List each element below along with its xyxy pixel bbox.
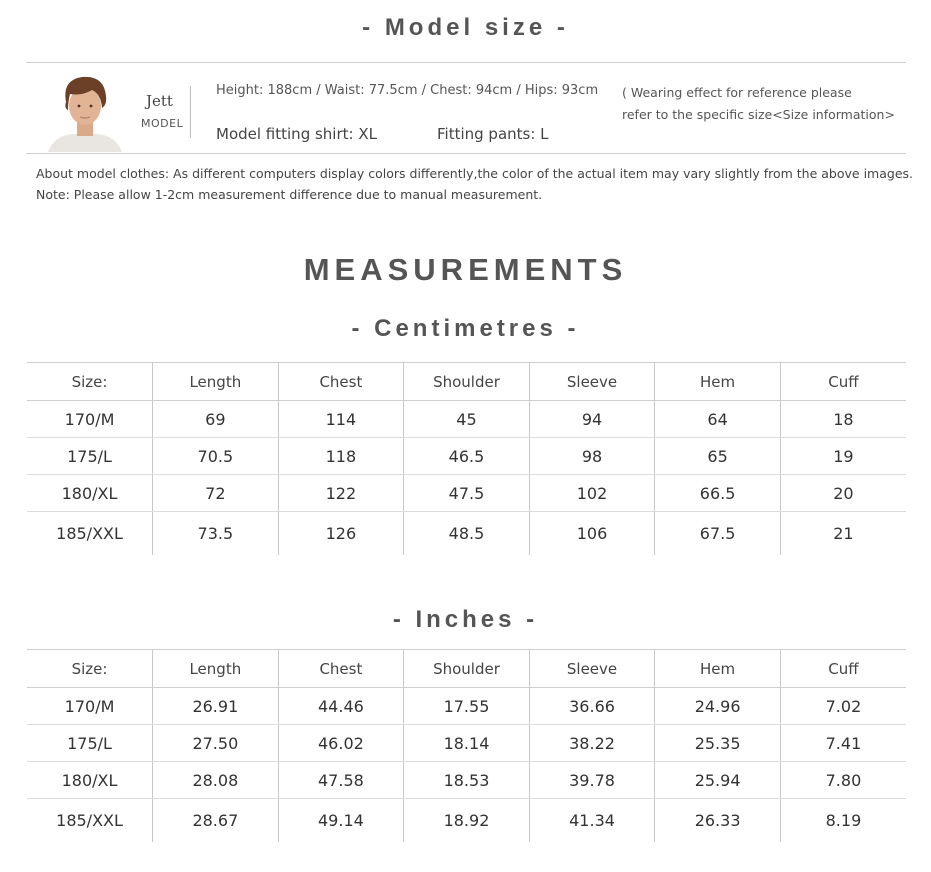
col-header: Shoulder (404, 650, 530, 688)
col-header: Length (153, 363, 279, 401)
table-row (27, 762, 906, 799)
table-cell: 28.67 (153, 799, 279, 843)
table-cell: 72 (153, 475, 279, 512)
table-cell: 175/L (27, 438, 153, 475)
table-cell: 98 (529, 438, 655, 475)
table-header-row (27, 650, 906, 688)
table-cell: 47.58 (278, 762, 404, 799)
model-tag: MODEL (141, 117, 184, 130)
table-cell: 38.22 (529, 725, 655, 762)
table-cell: 67.5 (655, 512, 781, 556)
table-cell: 8.19 (780, 799, 906, 843)
table-row (27, 688, 906, 725)
table-cell: 122 (278, 475, 404, 512)
table-row (27, 512, 906, 556)
table-cell: 18.92 (404, 799, 530, 843)
table-row (27, 725, 906, 762)
col-header: Hem (655, 650, 781, 688)
table-cell: 45 (404, 401, 530, 438)
table-cell: 118 (278, 438, 404, 475)
col-header: Shoulder (404, 363, 530, 401)
table-cell: 180/XL (27, 475, 153, 512)
table-cell: 185/XXL (56, 524, 123, 543)
col-header: Cuff (780, 650, 906, 688)
model-name: Jett (146, 92, 173, 110)
table-cell: 69 (153, 401, 279, 438)
table-cell: 39.78 (529, 762, 655, 799)
table-cell: 27.50 (153, 725, 279, 762)
table-cell: 65 (655, 438, 781, 475)
divider-top (26, 62, 906, 63)
table-cell: 106 (529, 512, 655, 556)
inches-table (27, 649, 906, 842)
table-cell: 94 (529, 401, 655, 438)
size-note-line2: refer to the specific size<Size information> (622, 107, 895, 122)
divider-middle (26, 153, 906, 154)
col-header: Sleeve (529, 363, 655, 401)
table-cell: 25.94 (655, 762, 781, 799)
model-avatar (46, 72, 124, 152)
table-cell: 19 (780, 438, 906, 475)
centimetres-table (27, 362, 906, 555)
table-cell: 18 (780, 401, 906, 438)
model-fitting-pants: Fitting pants: L (437, 125, 549, 143)
table-cell: 17.55 (404, 688, 530, 725)
model-size-heading: - Model size - (362, 14, 569, 41)
table-cell: 175/L (27, 725, 153, 762)
col-header: Size: (27, 650, 153, 688)
about-note: About model clothes: As different computers display colors differently,the color of the actual item may vary slightly from the above images. (36, 166, 913, 181)
table-row (27, 475, 906, 512)
table-cell: 25.35 (655, 725, 781, 762)
table-cell: 64 (655, 401, 781, 438)
table-cell: 7.02 (780, 688, 906, 725)
table-cell: 102 (529, 475, 655, 512)
col-header: Hem (655, 363, 781, 401)
table-cell: 41.34 (529, 799, 655, 843)
table-cell: 170/M (27, 688, 153, 725)
centimetres-heading: - Centimetres - (351, 315, 580, 342)
table-row (27, 401, 906, 438)
table-cell: 28.08 (153, 762, 279, 799)
model-stats: Height: 188cm / Waist: 77.5cm / Chest: 94cm / Hips: 93cm (216, 83, 599, 98)
table-cell: 21 (780, 512, 906, 556)
model-divider (190, 86, 191, 138)
table-header-row (27, 363, 906, 401)
table-cell: 44.46 (278, 688, 404, 725)
table-cell: 70.5 (153, 438, 279, 475)
table-cell: 126 (278, 512, 404, 556)
table-cell: 48.5 (404, 512, 530, 556)
col-header: Sleeve (529, 650, 655, 688)
table-cell: 46.5 (404, 438, 530, 475)
table-row (27, 438, 906, 475)
col-header: Cuff (780, 363, 906, 401)
table-cell: 36.66 (529, 688, 655, 725)
col-header: Size: (27, 363, 153, 401)
table-cell: 185/XXL (56, 811, 123, 830)
inches-heading: - Inches - (392, 606, 539, 633)
table-cell: 26.91 (153, 688, 279, 725)
table-cell: 170/M (27, 401, 153, 438)
table-cell: 49.14 (278, 799, 404, 843)
size-note-line1: ( Wearing effect for reference please (622, 85, 852, 100)
model-fitting-shirt: Model fitting shirt: XL (216, 125, 377, 143)
table-cell: 114 (278, 401, 404, 438)
table-cell: 73.5 (153, 512, 279, 556)
table-cell: 7.41 (780, 725, 906, 762)
table-cell: 20 (780, 475, 906, 512)
table-cell: 18.53 (404, 762, 530, 799)
col-header: Length (153, 650, 279, 688)
table-cell: 180/XL (27, 762, 153, 799)
table-row (27, 799, 906, 843)
table-cell: 47.5 (404, 475, 530, 512)
measurements-heading: MEASUREMENTS (303, 252, 628, 287)
table-cell: 18.14 (404, 725, 530, 762)
table-cell: 24.96 (655, 688, 781, 725)
table-cell: 26.33 (655, 799, 781, 843)
col-header: Chest (278, 650, 404, 688)
col-header: Chest (278, 363, 404, 401)
table-cell: 7.80 (780, 762, 906, 799)
measurement-note: Note: Please allow 1-2cm measurement difference due to manual measurement. (36, 187, 543, 202)
table-cell: 66.5 (655, 475, 781, 512)
table-cell: 46.02 (278, 725, 404, 762)
